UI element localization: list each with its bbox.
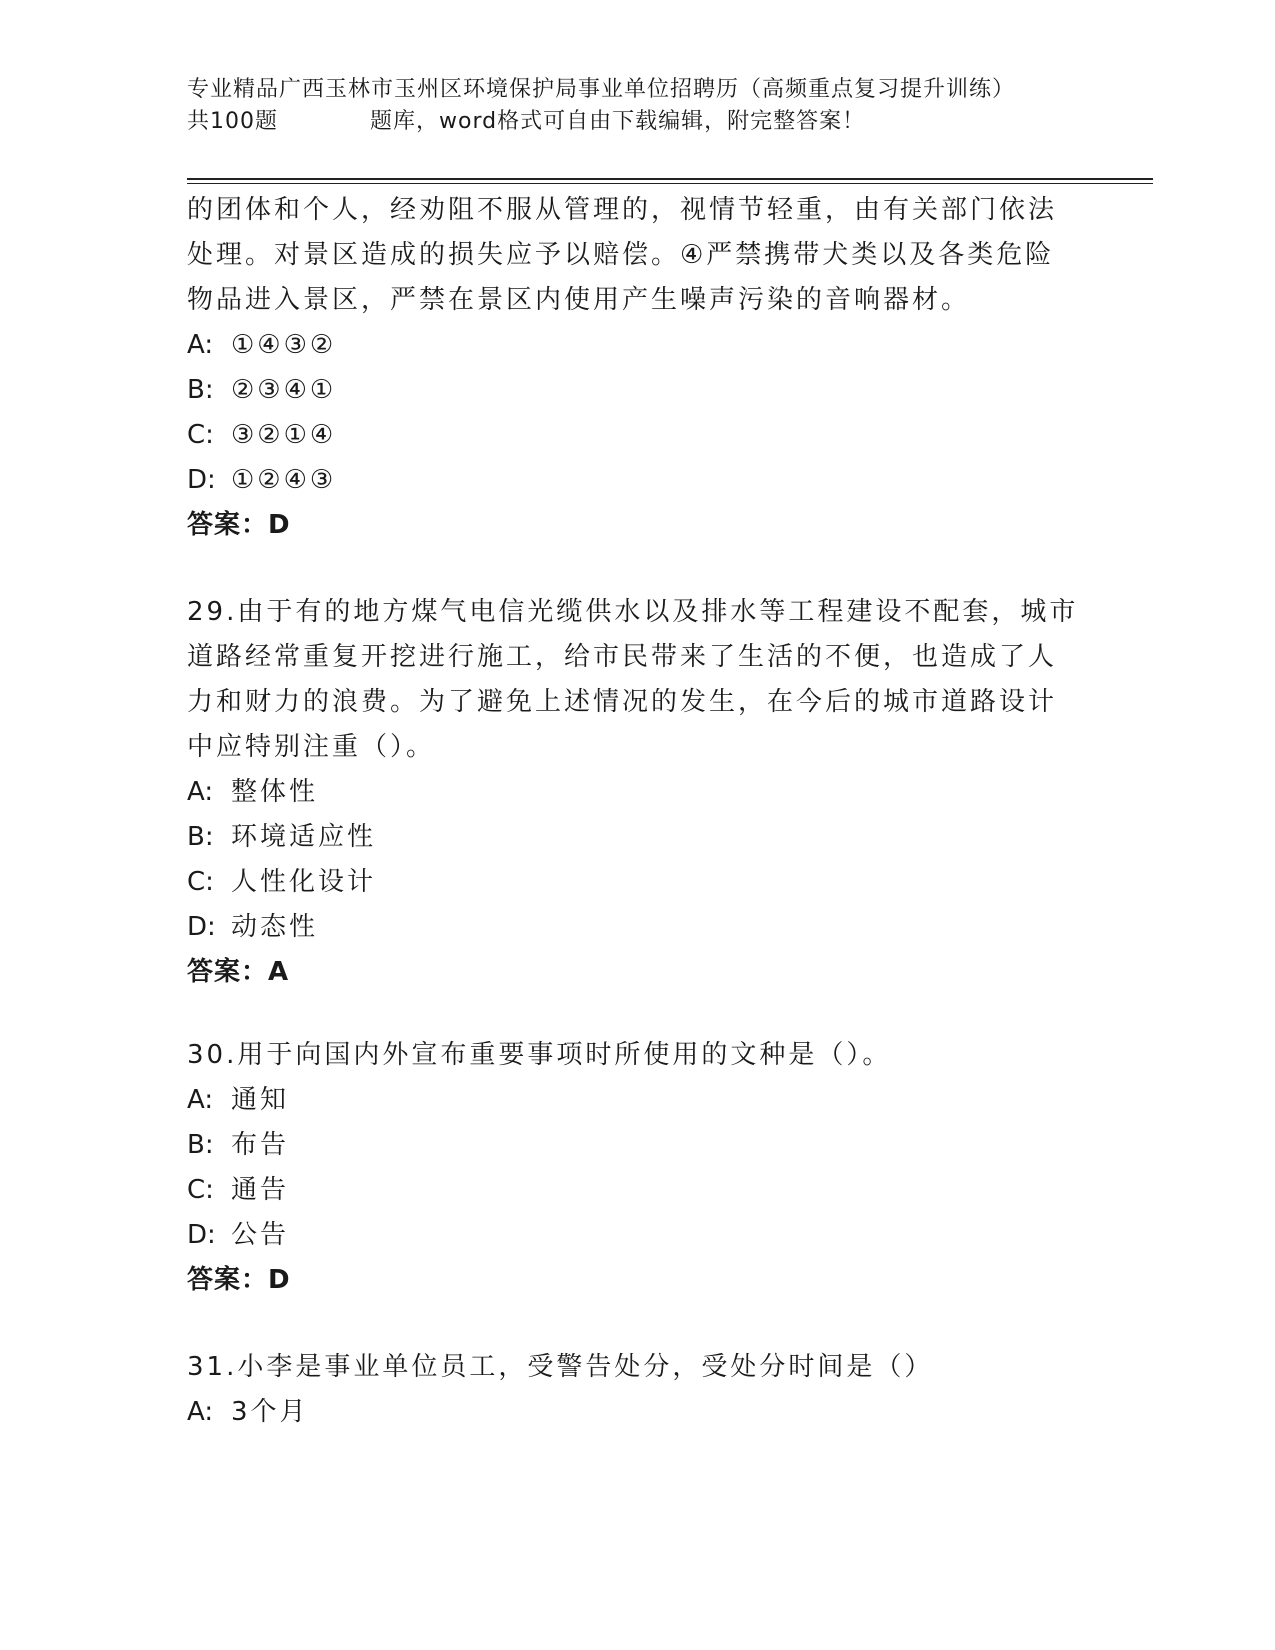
option-c: C: 人性化设计 — [187, 867, 377, 897]
answer-label: 答案：A — [187, 957, 290, 987]
question-spacer — [187, 995, 1087, 1033]
page-header — [187, 74, 1087, 138]
question-content — [187, 188, 1087, 1435]
question-text-line: 力和财力的浪费。为了避免上述情况的发生，在今后的城市道路设计 — [187, 687, 1058, 717]
question-text-line: 道路经常重复开挖进行施工，给市民带来了生活的不便，也造成了人 — [187, 642, 1058, 672]
option-b: B: 环境适应性 — [187, 822, 377, 852]
question-28 — [187, 188, 1087, 548]
question-spacer — [187, 1303, 1087, 1345]
question-text-line: 处理。对景区造成的损失应予以赔偿。④严禁携带犬类以及各类危险 — [187, 240, 1055, 270]
question-text-line: 29.由于有的地方煤气电信光缆供水以及排水等工程建设不配套，城市 — [187, 597, 1079, 627]
option-c: C: 通告 — [187, 1175, 290, 1205]
answer-label: 答案：D — [187, 510, 291, 540]
question-31 — [187, 1345, 1087, 1435]
option-d: D: 公告 — [187, 1220, 290, 1250]
option-a: A: 整体性 — [187, 777, 319, 807]
question-text-line: 30.用于向国内外宣布重要事项时所使用的文种是（）。 — [187, 1040, 892, 1070]
question-text-line: 的团体和个人，经劝阻不服从管理的，视情节轻重，由有关部门依法 — [187, 195, 1058, 225]
header-subtitle — [187, 106, 1087, 138]
answer-label: 答案：D — [187, 1265, 291, 1295]
option-d: D: 动态性 — [187, 912, 319, 942]
option-d: D: ①②④③ — [187, 465, 337, 495]
question-text-line: 中应特别注重（）。 — [187, 732, 436, 762]
question-spacer — [187, 548, 1087, 590]
question-text-line: 物品进入景区，严禁在景区内使用产生噪声污染的音响器材。 — [187, 285, 971, 315]
question-text-line: 31.小李是事业单位员工，受警告处分，受处分时间是（） — [187, 1352, 934, 1382]
question-30 — [187, 1033, 1087, 1303]
option-b: B: 布告 — [187, 1130, 290, 1160]
header-description: 题库，word格式可自由下载编辑，附完整答案！ — [370, 109, 866, 134]
option-a: A: 3个月 — [187, 1397, 309, 1427]
header-divider-thin — [187, 183, 1153, 184]
option-c: C: ③②①④ — [187, 420, 337, 450]
option-a: A: ①④③② — [187, 330, 337, 360]
option-a: A: 通知 — [187, 1085, 290, 1115]
header-title: 专业精品广西玉林市玉州区环境保护局事业单位招聘历（高频重点复习提升训练） — [187, 77, 1016, 102]
question-29 — [187, 590, 1087, 995]
header-divider-thick — [187, 178, 1153, 180]
option-b: B: ②③④① — [187, 375, 337, 405]
header-question-count: 共100题 — [187, 109, 278, 134]
